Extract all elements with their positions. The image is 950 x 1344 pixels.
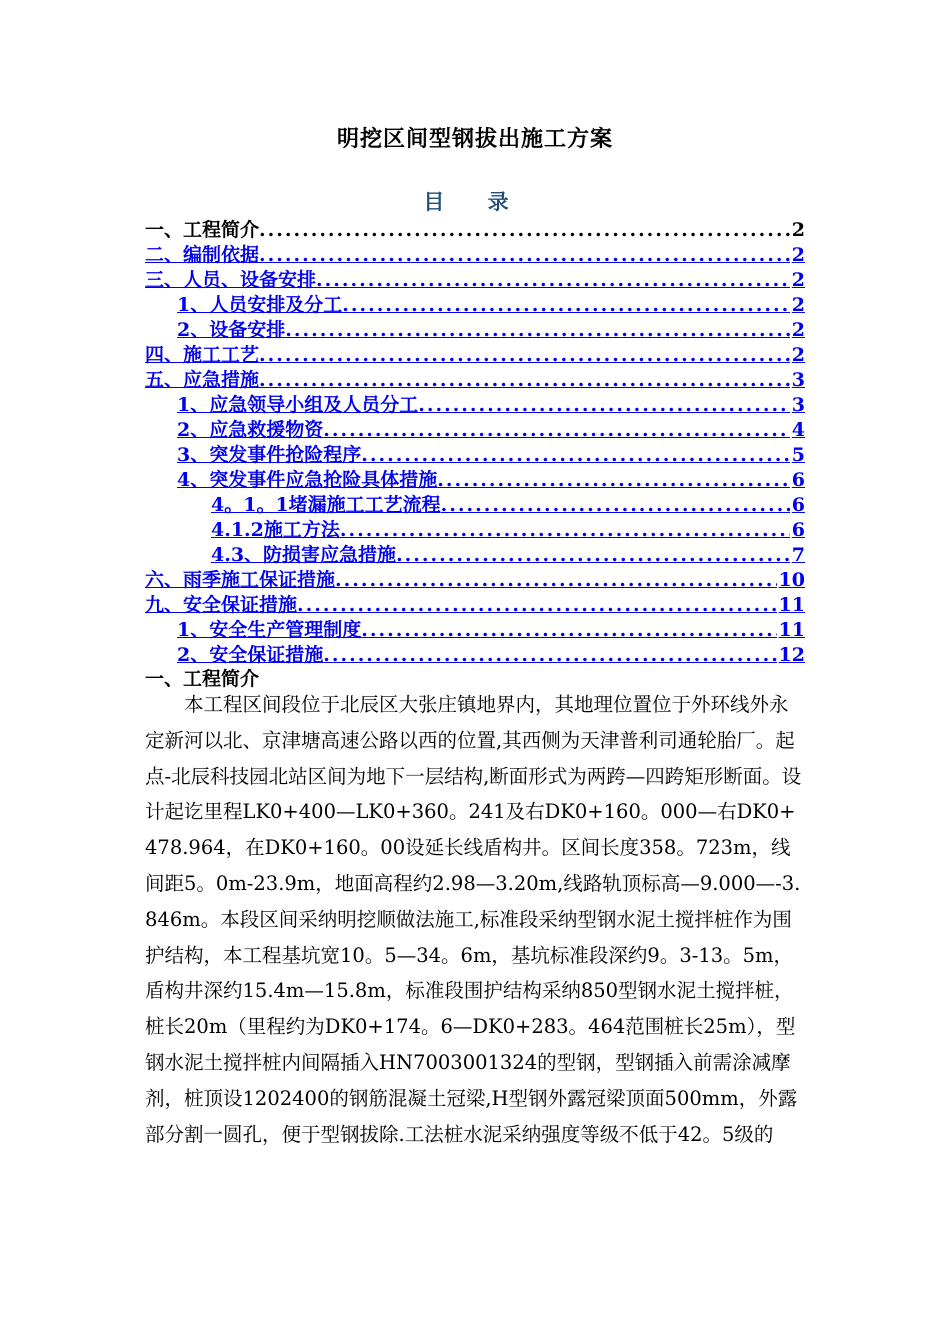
toc-item-page: 2 [791,269,805,291]
toc-item-page: 11 [778,594,805,616]
toc-item-page: 3 [791,394,805,416]
toc-leader-dots [361,444,790,466]
toc-item-page: 2 [791,319,805,341]
toc-leader-dots [396,544,790,566]
toc-item-link[interactable] [145,415,805,440]
toc-item-page: 6 [791,469,805,491]
toc-item-link[interactable] [145,540,805,565]
toc-item-page: 6 [791,494,805,516]
toc-item-label: 4.3、防损害应急措施 [211,544,397,566]
toc-leader-dots [259,244,790,266]
toc-item-label: 九、安全保证措施 [145,594,298,616]
document-title: 明挖区间型钢拔出施工方案 [336,126,613,152]
toc-leader-dots [335,569,777,591]
toc-item-link[interactable] [145,340,805,365]
toc-leader-dots [297,594,777,616]
toc-item-link[interactable] [145,390,805,415]
toc-item-label: 1、人员安排及分工 [177,294,343,316]
toc-leader-dots [323,644,776,666]
toc-item-page: 7 [791,544,805,566]
toc-item-page: 2 [791,244,805,266]
toc-heading: 目 录 [423,189,527,214]
toc-item-label: 4。1。1堵漏施工工艺流程 [211,494,441,516]
toc-item-link[interactable] [145,365,805,390]
toc-item-label: 2、应急救援物资 [177,419,324,441]
toc-item-page: 2 [791,294,805,316]
toc-leader-dots [418,394,790,416]
toc-item-label: 三、人员、设备安排 [145,269,317,291]
toc-item-page: 10 [778,569,805,591]
toc-leader-dots [259,344,790,366]
toc-item-link[interactable] [145,490,805,515]
toc-item-page: 5 [791,444,805,466]
toc-item-link[interactable] [145,465,805,490]
table-of-contents [145,215,805,665]
toc-item-link[interactable] [145,240,805,265]
toc-item-label: 五、应急措施 [145,369,260,391]
toc-item-label: 2、安全保证措施 [177,644,324,666]
toc-item-label: 四、施工工艺 [145,344,260,366]
toc-leader-dots [285,319,790,341]
toc-item-label: 4、突发事件应急抢险具体措施 [177,469,438,491]
toc-item-label: 2、设备安排 [177,319,286,341]
toc-item-label: 二、编制依据 [145,244,260,266]
toc-leader-dots [361,619,776,641]
toc-item-link[interactable] [145,565,805,590]
toc-item-link[interactable] [145,290,805,315]
toc-item[interactable] [145,215,805,240]
toc-item-label: 1、安全生产管理制度 [177,619,362,641]
toc-item-label: 4.1.2施工方法 [211,519,340,541]
toc-item-label: 3、突发事件抢险程序 [177,444,362,466]
toc-item-link[interactable] [145,440,805,465]
toc-leader-dots [340,519,790,541]
toc-item-link[interactable] [145,265,805,290]
toc-item-link[interactable] [145,315,805,340]
toc-item-page: 6 [791,519,805,541]
toc-leader-dots [323,419,790,441]
toc-item-page: 11 [778,619,805,641]
toc-item-link[interactable] [145,515,805,540]
toc-item-label: 六、雨季施工保证措施 [145,569,336,591]
body-paragraph: 本工程区间段位于北辰区大张庄镇地界内，其地理位置位于外环线外永定新河以北、京津塘高速公路以西的位置,其西侧为天津普利司通轮胎厂。起点-北辰科技园北站区间为地下一层结构,断面形式为两跨—四跨矩形断面。设计起讫里程LK0+400—LK0+360。241及右DK0+160。000—右DK0+478.964，在DK0+160。00设延长线盾构井。区间长度358。723m，线间距5。0m-23.9m，地面高程约2.98—3.20m,线路轨顶标高—9.000—-3.846m。本段区间采纳明挖顺做法施工,标准段采纳型钢水泥土搅拌桩作为围护结构，本工程基坑宽10。5—34。6m，基坑标准段深约9。3-13。5m，盾构井深约15.4m—15.8m，标准段围护结构采纳850型钢水泥土搅拌桩，桩长20m（里程约为DK0+174。6—DK0+283。464范围桩长25m），型钢水泥土搅拌桩内间隔插入HN7003001324的型钢，型钢插入前需涂减摩剂，桩顶设1202400的钢筋混凝土冠梁,H型钢外露冠梁顶面500mm，外露部分割一圆孔，便于型钢拔除.工法桩水泥采纳强度等级不低于42。5级的 [145,693,802,1146]
toc-item-link[interactable] [145,640,805,665]
toc-leader-dots [259,369,790,391]
section-body [145,687,807,1152]
toc-leader-dots [441,494,790,516]
toc-leader-dots [316,269,790,291]
toc-item-label: 1、应急领导小组及人员分工 [177,394,419,416]
toc-leader-dots [342,294,790,316]
toc-leader-dots [259,219,790,241]
toc-item-page: 2 [791,344,805,366]
toc-item-label: 一、工程简介 [145,219,260,241]
toc-item-page: 2 [791,219,805,241]
toc-item-link[interactable] [145,590,805,615]
toc-item-page: 12 [778,644,805,666]
section-heading: 一、工程简介 [145,668,260,690]
toc-item-link[interactable] [145,615,805,640]
toc-leader-dots [437,469,790,491]
toc-item-page: 3 [791,369,805,391]
toc-item-page: 4 [791,419,805,441]
